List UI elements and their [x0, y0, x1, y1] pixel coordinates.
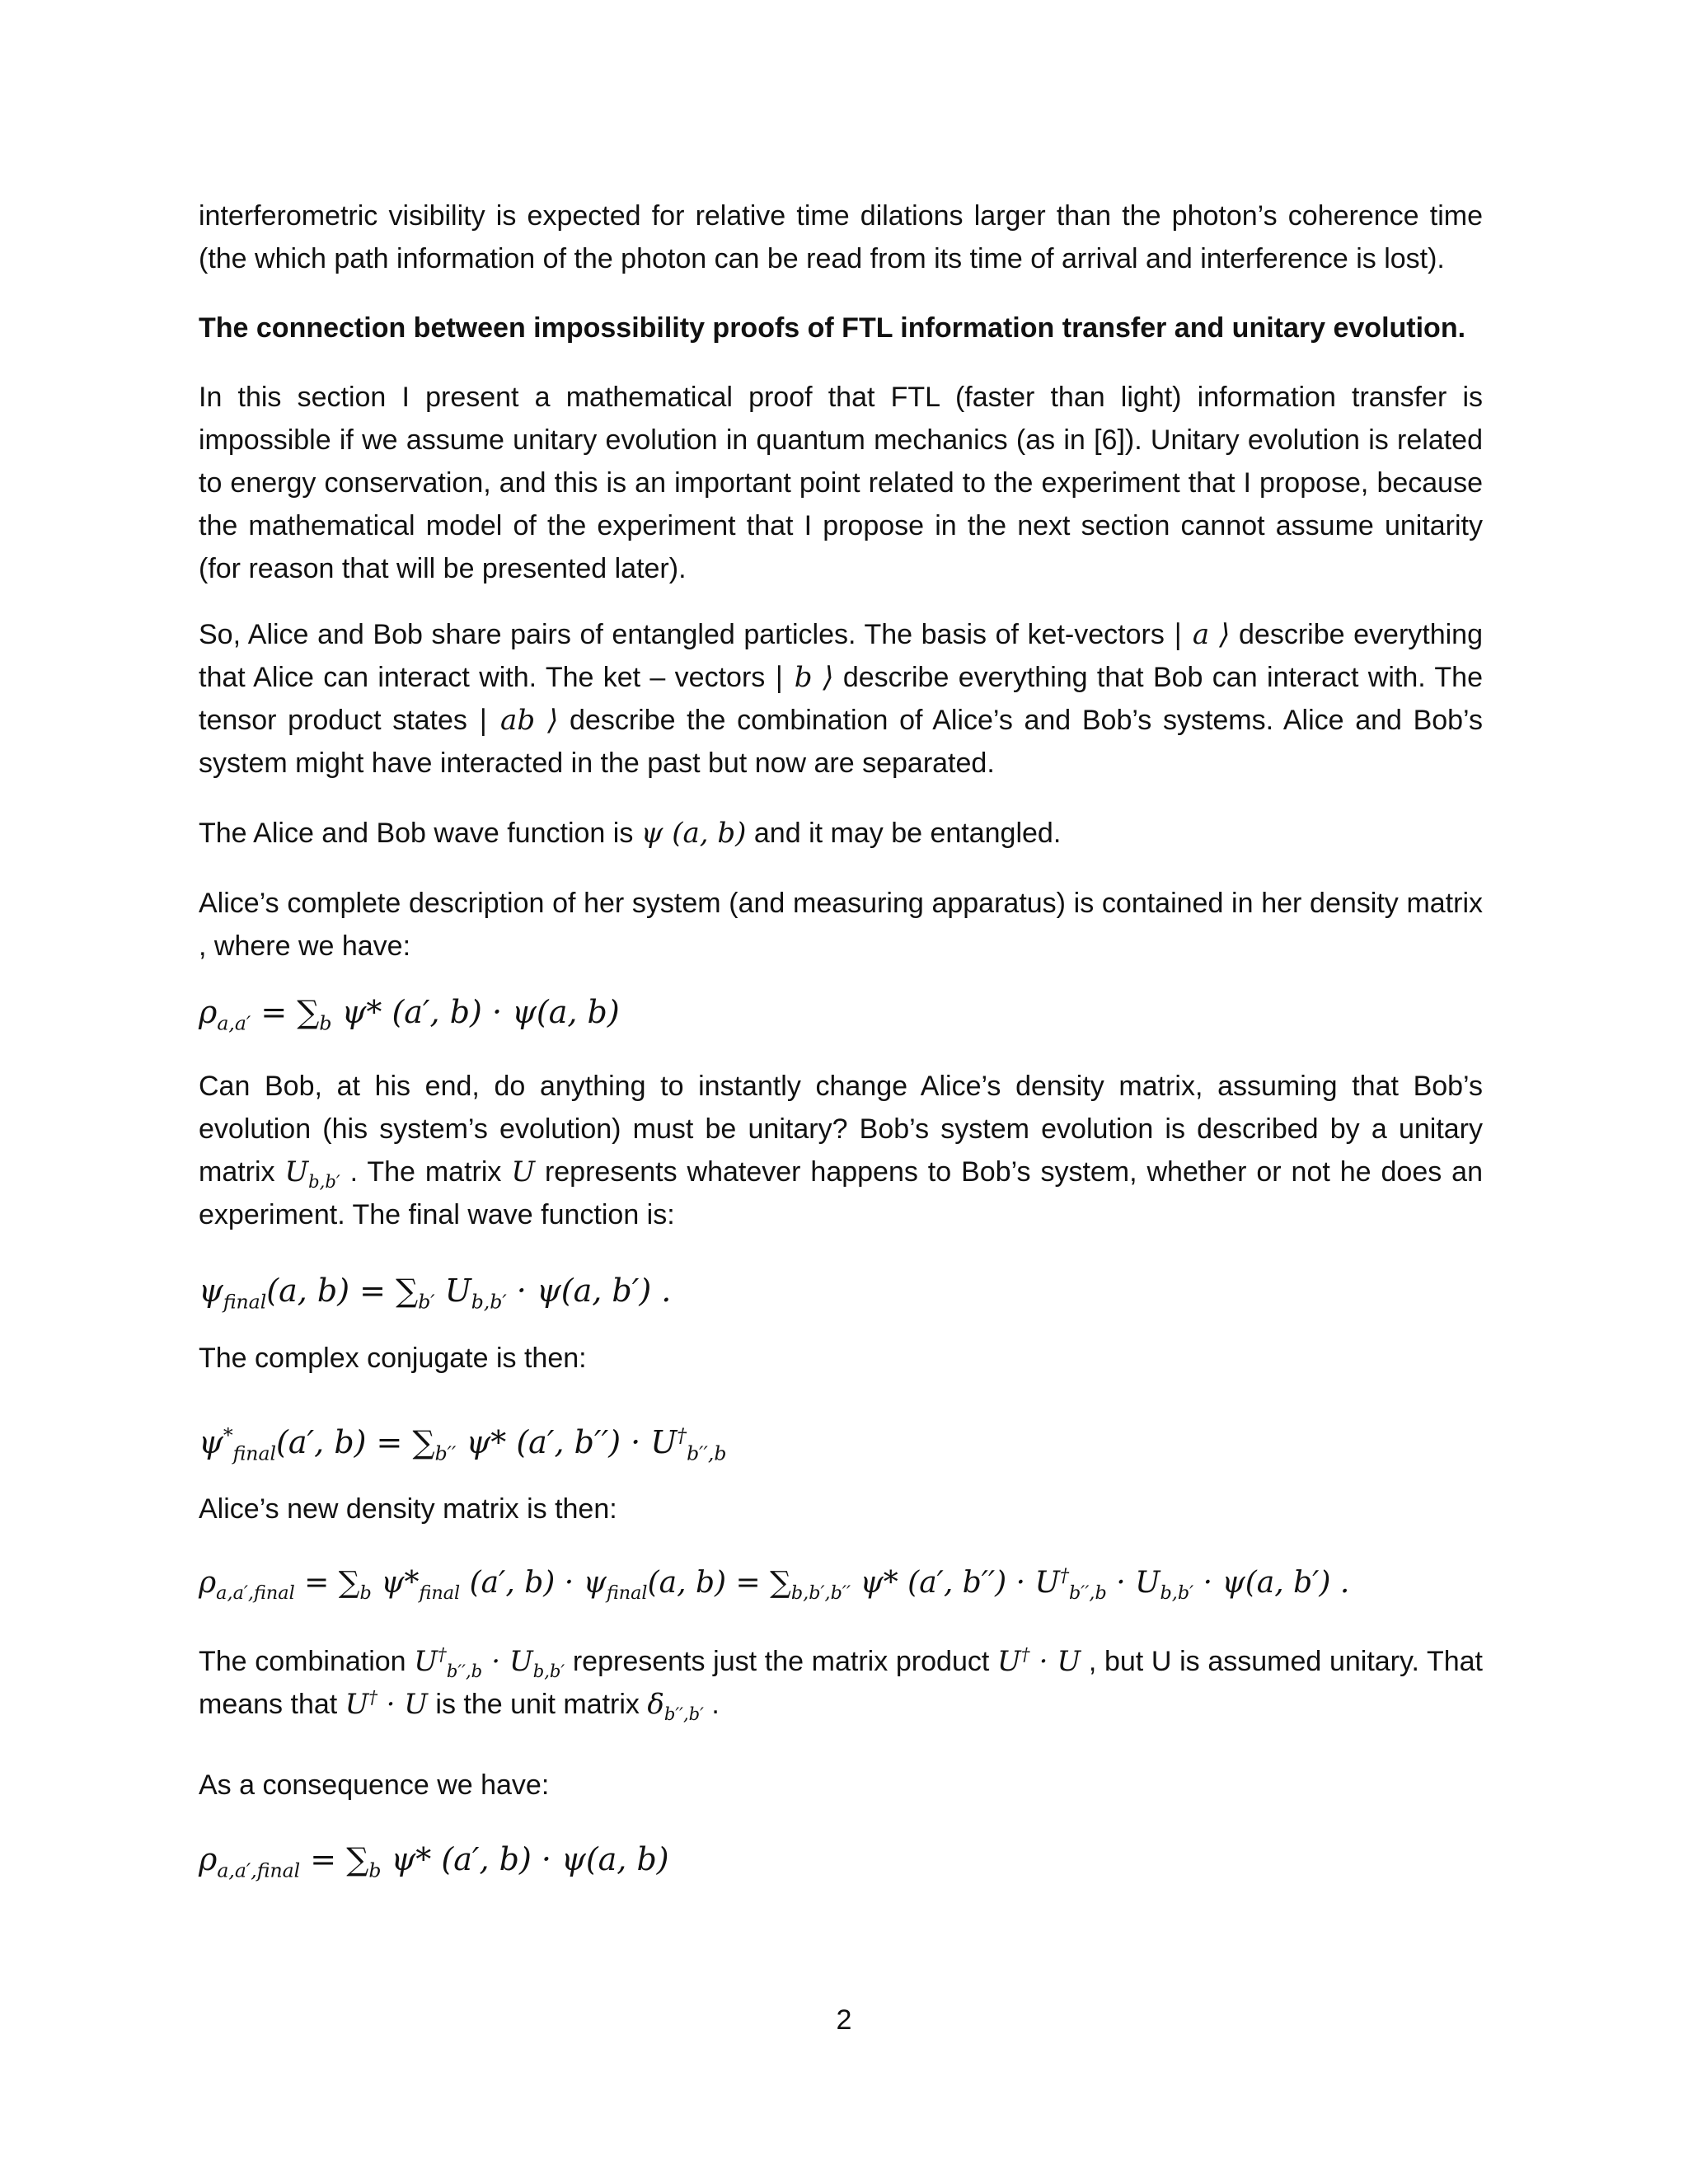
paragraph-consequence: As a consequence we have: [199, 1769, 550, 1801]
page-number: 2 [836, 2004, 852, 2036]
matrix-u: $U_{b,b'}$ [284, 1155, 340, 1192]
ket-b: | b ⟩ [774, 661, 834, 694]
paragraph-new-density: Alice’s new density matrix is then: [199, 1493, 617, 1525]
paragraph-intro: interferometric visibility is expected for relative time dilations larger than the photon’s coherence time (the which path information of the photon can be read from its time of arrival and interference is lost). [199, 200, 1483, 274]
bob-text-3: represents whatever happens to Bob’s system, whether or not he does an experiment. The final wave function is: [199, 1156, 1483, 1230]
equation-complex-conjugate: $\psi^*_{final}(a'$, $b) = \sum_{b''}$ ψ* (a′, $b'') \cdot U^\dagger_{b'',b}$ [199, 1423, 727, 1465]
matrix-product-2: U† · U [345, 1686, 428, 1721]
matrix-product: U† · U [996, 1643, 1081, 1678]
unit-matrix: $\delta_{b'',b'}$ [647, 1688, 704, 1724]
paragraph-unitary-combination [199, 1640, 1483, 1726]
paragraph-density-matrix: Alice’s complete description of her system (and measuring apparatus) is contained in her density matrix , where we have: [199, 888, 1483, 962]
combo-text-3: , but U is assumed unitary. That means that [199, 1646, 1483, 1720]
ket-ab: | ab ⟩ [478, 704, 559, 737]
bob-text-2: . The matrix [349, 1156, 502, 1188]
paragraph-kets [199, 613, 1483, 785]
paragraph-wave-function [199, 812, 1483, 855]
equation-density-matrix: $\rho_{a,a'} = \sum_b$ ψ* (a′, b) · ψ(a, b) [199, 994, 620, 1035]
wave-text-1: The Alice and Bob wave function is [199, 818, 634, 849]
combo-text-1: The combination [199, 1646, 406, 1677]
combo-text-5: . [711, 1689, 720, 1720]
ket-a: | a ⟩ [1173, 618, 1231, 651]
combo-text-4: is the unit matrix [435, 1689, 640, 1720]
wave-text-2: and it may be entangled. [753, 818, 1062, 849]
kets-text-3: describe everything that Bob can interact with. The tensor product states [199, 662, 1483, 736]
paragraph-bob-evolution [199, 1065, 1483, 1236]
equation-final-wave-function: $\psi_{final}(a$, $b) = \sum_{b'}$ $U_{b,b'} \cdot \psi(a$, b′) . [199, 1272, 672, 1314]
paragraph-complex-conjugate: The complex conjugate is then: [199, 1343, 587, 1374]
equation-consequence: $\rho_{a,a',final} = \sum_b$ ψ* (a′, b) · ψ(a, b) [199, 1841, 669, 1882]
bob-text-1: Can Bob, at his end, do anything to instantly change Alice’s density matrix, assuming that Bob’s evolution (his system’s evolution) must be unitary? Bob’s system evolution is described by a unitary matrix [199, 1071, 1483, 1188]
matrix-u-2: U [511, 1155, 536, 1188]
kets-text-2: describe everything that Alice can interact with. The ket – vectors [199, 619, 1483, 693]
section-heading: The connection between impossibility proofs of FTL information transfer and unitary evolution. [199, 312, 1466, 344]
kets-text-4: describe the combination of Alice’s and Bob’s systems. Alice and Bob’s system might have interacted in the past but now are separated. [199, 705, 1483, 779]
equation-new-density: $\rho_{a,a',final} = \sum_b$ $\psi*_{final}$ (a′, $b) \cdot \psi_{final}(a$, $b) = \sum_{b,b',b''}$ ψ* (a′, $b'') \cdot U^\dagger_{b'',b} \cdot U_{b,b'} \cdot \psi(a$, b′) . [199, 1565, 1350, 1605]
wave-math: ψ (a, b) [640, 817, 747, 850]
kets-text-1: So, Alice and Bob share pairs of entangled particles. The basis of ket-vectors [199, 619, 1165, 650]
combo-math: $U^\dagger_{b'',b} \cdot U_{b,b'}$ [414, 1643, 565, 1681]
combo-text-2: represents just the matrix product [572, 1646, 990, 1677]
paragraph-section-intro: In this section I present a mathematical proof that FTL (faster than light) information transfer is impossible if we assume unitary evolution in quantum mechanics (as in [6]). Unitary evolution is related to energy conservation, and this is an important point related to the experiment that I propose, because the mathematical model of the experiment that I propose in the next section cannot assume unitarity (for reason that will be presented later). [199, 382, 1483, 584]
